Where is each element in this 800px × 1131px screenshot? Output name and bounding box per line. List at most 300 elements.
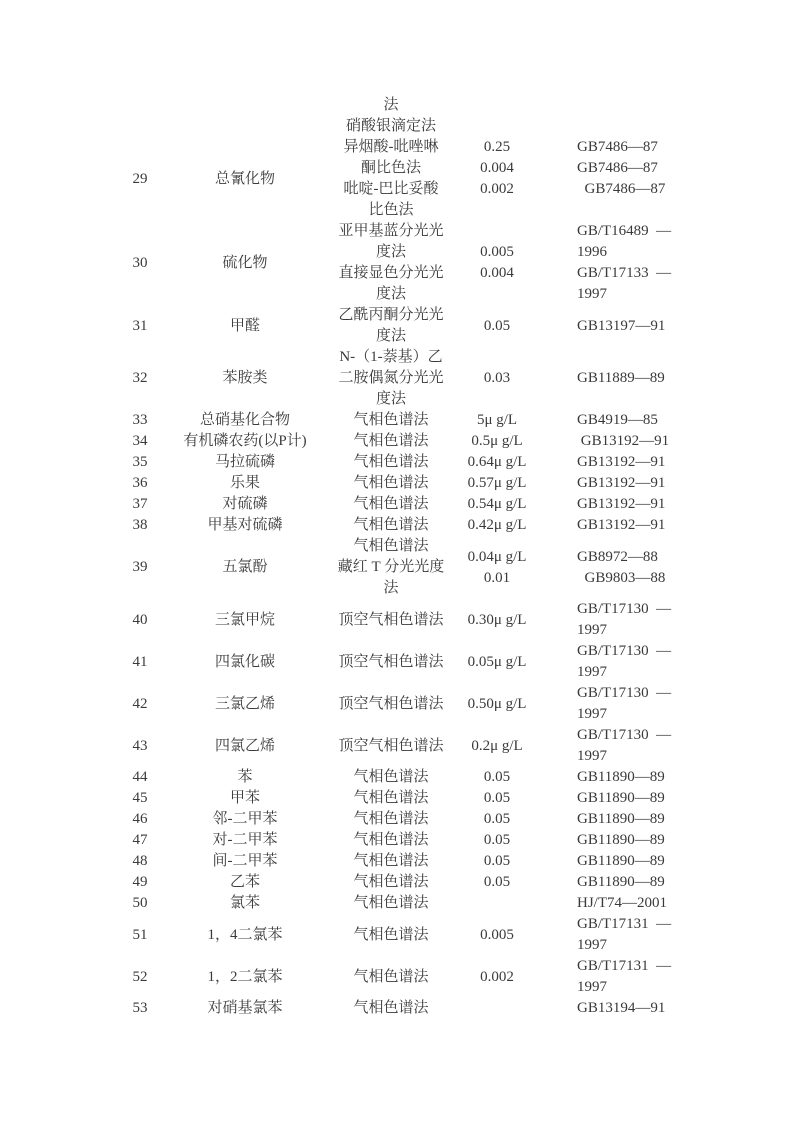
standard-source-cell <box>527 767 800 788</box>
detection-limit-cell-line: 0.57μ g/L <box>467 475 527 491</box>
table-row <box>0 410 800 431</box>
table-row <box>0 473 800 494</box>
table-row <box>0 494 800 515</box>
standard-source-cell <box>527 431 800 452</box>
detection-limit-cell-line: 0.05 <box>483 790 511 806</box>
standard-source-cell-line: GB4919—85 <box>577 412 658 428</box>
analysis-method-cell-line: 气相色谱法 <box>353 517 429 533</box>
detection-limit-cell <box>467 809 527 830</box>
analysis-method-cell-line: 气相色谱法 <box>353 895 429 911</box>
table-row <box>0 809 800 830</box>
standard-source-cell <box>527 809 800 830</box>
analysis-method-cell <box>315 767 467 788</box>
analysis-method-cell-line: 法 <box>383 97 399 113</box>
standard-source-cell-line: GB11890—89 <box>577 832 665 848</box>
detection-limit-cell <box>467 473 527 494</box>
row-number-cell-line: 34 <box>132 433 148 449</box>
analysis-method-cell <box>315 494 467 515</box>
analysis-method-cell <box>315 473 467 494</box>
table-row <box>0 767 800 788</box>
standard-source-cell-line: GB/T17131 — <box>577 958 672 974</box>
substance-name-cell <box>175 767 315 788</box>
standard-source-cell-line: GB/T17130 — <box>577 601 672 617</box>
detection-limit-cell <box>467 410 527 431</box>
detection-limit-cell-line <box>467 221 527 242</box>
substance-name-cell <box>175 473 315 494</box>
detection-limit-cell-line: 0.03 <box>483 370 511 386</box>
analysis-method-cell-line: 气相色谱法 <box>353 968 429 985</box>
row-number-cell <box>105 494 175 515</box>
standard-source-cell-line: GB/T17130 — <box>577 643 672 659</box>
standard-source-cell-line: GB13192—91 <box>577 517 666 533</box>
standard-source-cell-line: GB11890—89 <box>577 874 665 890</box>
detection-limit-cell-line: 0.05 <box>483 811 511 827</box>
row-number-cell-line <box>105 106 175 127</box>
analysis-method-cell-line: 气相色谱法 <box>353 454 429 470</box>
substance-name-cell <box>175 137 315 221</box>
detection-limit-cell <box>467 536 527 599</box>
substance-name-cell <box>175 305 315 347</box>
analysis-method-cell <box>315 221 467 305</box>
detection-limit-cell <box>467 137 527 221</box>
detection-limit-cell <box>467 599 527 641</box>
detection-limit-cell-line: 0.42μ g/L <box>467 517 527 533</box>
analysis-method-cell <box>315 788 467 809</box>
substance-name-cell-line: 甲基对硫磷 <box>207 517 283 533</box>
standard-source-cell-line: 1996 <box>577 244 607 260</box>
row-number-cell-line: 37 <box>132 496 148 512</box>
substance-name-cell <box>175 998 315 1019</box>
analysis-method-cell <box>315 410 467 431</box>
table-row <box>0 683 800 725</box>
analysis-method-cell-line: N-（1-萘基）乙 <box>339 349 443 365</box>
standard-source-cell <box>527 641 800 683</box>
substance-name-cell-line: 甲醛 <box>229 317 260 334</box>
standard-source-cell-line: GB11889—89 <box>577 370 665 386</box>
detection-limit-cell <box>467 914 527 956</box>
detection-limit-cell-line: 0.002 <box>480 968 514 985</box>
analysis-method-cell <box>315 998 467 1019</box>
row-number-cell <box>105 809 175 830</box>
row-number-cell <box>105 830 175 851</box>
detection-limit-cell-line: 0.004 <box>480 160 514 176</box>
analysis-method-cell <box>315 515 467 536</box>
substance-name-cell <box>175 683 315 725</box>
analysis-method-cell-line: 比色法 <box>368 202 414 218</box>
standard-source-cell-line: HJ/T74—2001 <box>577 895 667 911</box>
analysis-method-cell-line: 度法 <box>375 286 406 302</box>
analysis-method-cell <box>315 893 467 914</box>
detection-limit-cell <box>467 830 527 851</box>
standard-source-cell-line: 1997 <box>577 979 607 995</box>
standard-source-cell-line: GB11890—89 <box>577 811 665 827</box>
row-number-cell-line: 32 <box>132 370 148 386</box>
standard-source-cell-line: 1997 <box>577 286 607 302</box>
row-number-cell-line: 53 <box>132 1000 148 1016</box>
table-row <box>0 536 800 599</box>
standard-source-cell-line: GB11890—89 <box>577 853 665 869</box>
substance-name-cell-line: 苯胺类 <box>222 370 268 386</box>
standard-source-cell <box>527 494 800 515</box>
substance-name-cell <box>175 515 315 536</box>
table-row <box>0 830 800 851</box>
substance-name-cell <box>175 452 315 473</box>
row-number-cell-line: 30 <box>132 254 148 271</box>
standard-source-cell-line: GB/T17130 — <box>577 727 672 743</box>
substance-name-cell-line: 1，4二氯苯 <box>207 926 283 943</box>
analysis-method-cell-line: 气相色谱法 <box>353 926 429 943</box>
standard-source-cell-line: GB13192—91 <box>577 454 666 470</box>
detection-limit-cell <box>467 431 527 452</box>
standard-source-cell <box>527 725 800 767</box>
standard-source-cell-line: GB7486—87 <box>577 139 658 155</box>
standard-source-cell <box>527 914 800 956</box>
standard-source-cell-line <box>577 200 800 221</box>
analysis-method-cell-line: 酮比色法 <box>360 160 421 176</box>
table-row <box>0 956 800 998</box>
row-number-cell <box>105 788 175 809</box>
standard-source-cell <box>527 95 800 137</box>
substance-name-cell <box>175 872 315 893</box>
analysis-method-cell <box>315 725 467 767</box>
analysis-method-cell-line: 硝酸银滴定法 <box>345 118 436 134</box>
analysis-method-cell-line: 乙酰丙酮分光光 <box>338 307 444 323</box>
row-number-cell <box>105 305 175 347</box>
standard-source-cell-line: GB/T17131 — <box>577 916 672 932</box>
detection-limit-cell-line: 0.05 <box>483 832 511 848</box>
row-number-cell-line: 36 <box>132 475 148 491</box>
row-number-cell-line: 50 <box>132 895 148 911</box>
row-number-cell-line: 42 <box>132 695 148 712</box>
detection-limit-cell <box>467 494 527 515</box>
detection-limit-cell-line: 0.05μ g/L <box>467 653 527 670</box>
standard-source-cell <box>527 305 800 347</box>
row-number-cell-line: 39 <box>132 559 148 575</box>
substance-name-cell <box>175 431 315 452</box>
substance-name-cell-line: 对硫磷 <box>222 496 268 512</box>
analysis-method-cell-line: 气相色谱法 <box>353 475 429 491</box>
analysis-method-cell-line: 度法 <box>375 244 406 260</box>
analysis-method-cell <box>315 95 467 137</box>
detection-limit-cell-line: 0.005 <box>480 244 514 260</box>
detection-limit-cell-line: 0.2μ g/L <box>471 737 523 754</box>
standard-source-cell-line: 1997 <box>577 937 607 953</box>
standard-source-cell-line: GB13194—91 <box>577 1000 666 1016</box>
row-number-cell <box>105 473 175 494</box>
table-row <box>0 515 800 536</box>
substance-name-cell-line: 对硝基氯苯 <box>207 1000 283 1016</box>
standard-source-cell-line: 1997 <box>577 706 607 722</box>
row-number-cell-line: 29 <box>132 170 148 187</box>
row-number-cell <box>105 536 175 599</box>
analysis-method-cell <box>315 305 467 347</box>
detection-limit-cell <box>467 347 527 410</box>
standard-source-cell-line: 1997 <box>577 622 607 638</box>
standard-source-cell <box>527 851 800 872</box>
substance-name-cell-line: 总硝基化合物 <box>199 412 290 428</box>
detection-limit-cell <box>467 305 527 347</box>
standard-source-cell <box>527 536 800 599</box>
analysis-method-cell <box>315 851 467 872</box>
table-row <box>0 641 800 683</box>
analysis-method-cell-line: 法 <box>383 580 399 596</box>
standard-source-cell-line: GB13197—91 <box>577 317 666 334</box>
row-number-cell <box>105 221 175 305</box>
analysis-method-cell <box>315 683 467 725</box>
row-number-cell-line: 43 <box>132 737 148 754</box>
detection-limit-cell <box>467 788 527 809</box>
substance-name-cell <box>175 536 315 599</box>
substance-name-cell-line: 间-二甲苯 <box>212 853 278 869</box>
row-number-cell <box>105 725 175 767</box>
detection-limit-cell <box>467 851 527 872</box>
analysis-method-cell <box>315 599 467 641</box>
analysis-method-cell-line: 顶空气相色谱法 <box>338 653 444 670</box>
standard-source-cell <box>527 683 800 725</box>
substance-name-cell <box>175 641 315 683</box>
substance-name-cell <box>175 788 315 809</box>
detection-limit-cell <box>467 725 527 767</box>
table-row <box>0 431 800 452</box>
detection-limit-cell <box>467 872 527 893</box>
standard-source-cell <box>527 788 800 809</box>
analysis-method-cell-line: 气相色谱法 <box>353 496 429 512</box>
detection-limit-cell <box>467 452 527 473</box>
standard-source-cell <box>527 998 800 1019</box>
row-number-cell <box>105 347 175 410</box>
analysis-method-cell-line: 亚甲基蓝分光光 <box>338 223 444 239</box>
analysis-method-cell-line: 气相色谱法 <box>353 1000 429 1016</box>
row-number-cell-line: 31 <box>132 317 148 334</box>
analysis-method-cell <box>315 452 467 473</box>
substance-name-cell <box>175 830 315 851</box>
row-number-cell <box>105 914 175 956</box>
table-row <box>0 95 800 137</box>
row-number-cell-line: 49 <box>132 874 148 890</box>
substance-name-cell-line: 甲苯 <box>229 790 260 806</box>
analysis-method-cell-line: 藏红 T 分光光度 <box>337 559 445 575</box>
substance-name-cell-line: 氯苯 <box>229 895 260 911</box>
standard-source-cell-line: 1997 <box>577 748 607 764</box>
row-number-cell-line: 52 <box>132 968 148 985</box>
table-row <box>0 599 800 641</box>
row-number-cell <box>105 137 175 221</box>
table-row <box>0 452 800 473</box>
substance-name-cell-line: 总氰化物 <box>214 170 275 187</box>
row-number-cell-line: 51 <box>132 926 148 943</box>
analysis-method-cell-line: 异烟酸-吡唑啉 <box>343 139 439 155</box>
analysis-method-cell-line: 气相色谱法 <box>353 811 429 827</box>
substance-name-cell-line: 四氯化碳 <box>214 653 275 670</box>
analysis-methods-table <box>0 95 800 1019</box>
detection-limit-cell-line: 0.25 <box>483 139 511 155</box>
standard-source-cell-line: GB13192—91 <box>577 496 666 512</box>
table-row <box>0 851 800 872</box>
detection-limit-cell-line: 5μ g/L <box>476 412 518 428</box>
substance-name-cell <box>175 893 315 914</box>
standard-source-cell <box>527 893 800 914</box>
standard-source-cell-line: 1997 <box>577 664 607 680</box>
detection-limit-cell-line: 0.01 <box>483 569 511 586</box>
standard-source-cell <box>527 956 800 998</box>
analysis-method-cell-line: 气相色谱法 <box>353 433 429 449</box>
analysis-method-cell <box>315 641 467 683</box>
detection-limit-cell-line: 0.05 <box>483 853 511 869</box>
substance-name-cell-line: 五氯酚 <box>222 559 268 575</box>
detection-limit-cell-line: 0.5μ g/L <box>471 433 523 449</box>
substance-name-cell <box>175 599 315 641</box>
standard-source-cell-line: GB/T17130 — <box>577 685 672 701</box>
table-row <box>0 347 800 410</box>
analysis-method-cell-line: 气相色谱法 <box>353 874 429 890</box>
row-number-cell <box>105 515 175 536</box>
standard-source-cell <box>527 410 800 431</box>
standard-source-cell <box>527 347 800 410</box>
substance-name-cell <box>175 725 315 767</box>
row-number-cell-line: 46 <box>132 811 148 827</box>
standard-source-cell <box>527 137 800 221</box>
substance-name-cell-line <box>175 106 315 127</box>
analysis-method-cell <box>315 830 467 851</box>
standard-source-cell-line: GB7486—87 <box>577 181 666 197</box>
analysis-method-cell-line: 气相色谱法 <box>353 832 429 848</box>
detection-limit-cell-line: 0.30μ g/L <box>467 611 527 628</box>
row-number-cell <box>105 410 175 431</box>
detection-limit-cell-line: 0.05 <box>483 874 511 890</box>
substance-name-cell-line: 对-二甲苯 <box>212 832 278 848</box>
table-row <box>0 221 800 305</box>
detection-limit-cell <box>467 956 527 998</box>
row-number-cell <box>105 998 175 1019</box>
analysis-method-cell-line: 吡啶-巴比妥酸 <box>343 181 439 197</box>
analysis-method-cell <box>315 872 467 893</box>
detection-limit-cell <box>467 515 527 536</box>
substance-name-cell <box>175 494 315 515</box>
row-number-cell-line: 41 <box>132 653 148 670</box>
standard-source-cell <box>527 599 800 641</box>
standard-source-cell-line: GB8972—88 <box>577 548 658 565</box>
row-number-cell-line: 35 <box>132 454 148 470</box>
standard-source-cell-line: GB9803—88 <box>577 569 666 586</box>
row-number-cell <box>105 599 175 641</box>
detection-limit-cell <box>467 221 527 305</box>
standard-source-cell-line: GB/T17133 — <box>577 265 672 281</box>
detection-limit-cell <box>467 95 527 137</box>
table-row <box>0 872 800 893</box>
substance-name-cell <box>175 851 315 872</box>
detection-limit-cell-line: 0.05 <box>483 317 511 334</box>
standard-source-cell <box>527 452 800 473</box>
standard-source-cell-line: GB13192—91 <box>577 433 670 449</box>
substance-name-cell-line: 苯 <box>237 769 253 785</box>
row-number-cell <box>105 851 175 872</box>
analysis-method-cell <box>315 956 467 998</box>
analysis-method-cell <box>315 809 467 830</box>
analysis-method-cell <box>315 536 467 599</box>
row-number-cell <box>105 956 175 998</box>
analysis-method-cell-line: 直接显色分光光 <box>338 265 444 281</box>
row-number-cell <box>105 683 175 725</box>
table-row <box>0 788 800 809</box>
row-number-cell <box>105 767 175 788</box>
standard-source-cell-line: GB11890—89 <box>577 790 665 806</box>
row-number-cell-line: 47 <box>132 832 148 848</box>
row-number-cell-line: 45 <box>132 790 148 806</box>
analysis-method-cell <box>315 431 467 452</box>
detection-limit-cell-line <box>467 200 527 221</box>
detection-limit-cell <box>467 893 527 914</box>
standard-source-cell <box>527 473 800 494</box>
row-number-cell <box>105 893 175 914</box>
analysis-method-cell <box>315 914 467 956</box>
detection-limit-cell-line: 0.64μ g/L <box>467 454 527 470</box>
substance-name-cell <box>175 809 315 830</box>
standard-source-cell <box>527 221 800 305</box>
substance-name-cell-line: 三氯乙烯 <box>214 695 275 712</box>
row-number-cell-line: 48 <box>132 853 148 869</box>
substance-name-cell-line: 硫化物 <box>222 254 268 271</box>
detection-limit-cell-line <box>467 284 527 305</box>
analysis-method-cell-line: 度法 <box>375 328 406 344</box>
substance-name-cell-line: 马拉硫磷 <box>214 454 275 470</box>
analysis-method-cell-line: 度法 <box>375 391 406 407</box>
standard-source-cell <box>527 830 800 851</box>
detection-limit-cell-line: 0.04μ g/L <box>467 548 527 565</box>
analysis-method-cell-line: 顶空气相色谱法 <box>338 695 444 712</box>
detection-limit-cell-line: 0.54μ g/L <box>467 496 527 512</box>
substance-name-cell-line: 邻-二甲苯 <box>212 811 278 827</box>
analysis-method-cell-line: 顶空气相色谱法 <box>338 611 444 628</box>
substance-name-cell <box>175 410 315 431</box>
analysis-method-cell-line: 气相色谱法 <box>353 769 429 785</box>
standard-source-cell-line: GB11890—89 <box>577 769 665 785</box>
detection-limit-cell <box>467 641 527 683</box>
standard-source-cell <box>527 515 800 536</box>
analysis-method-cell <box>315 347 467 410</box>
row-number-cell <box>105 431 175 452</box>
substance-name-cell <box>175 956 315 998</box>
row-number-cell <box>105 95 175 137</box>
substance-name-cell-line: 三氯甲烷 <box>214 611 275 628</box>
row-number-cell-line: 38 <box>132 517 148 533</box>
standard-source-cell <box>527 872 800 893</box>
detection-limit-cell-line: 0.002 <box>480 181 514 197</box>
table-row <box>0 725 800 767</box>
row-number-cell-line: 40 <box>132 611 148 628</box>
row-number-cell <box>105 641 175 683</box>
substance-name-cell-line: 有机磷农药(以P计) <box>183 433 307 449</box>
detection-limit-cell <box>467 683 527 725</box>
substance-name-cell <box>175 221 315 305</box>
row-number-cell-line: 44 <box>132 769 148 785</box>
table-row <box>0 305 800 347</box>
detection-limit-cell-line: 0.005 <box>480 926 514 943</box>
substance-name-cell-line: 乙苯 <box>229 874 260 890</box>
table-row <box>0 998 800 1019</box>
detection-limit-cell <box>467 998 527 1019</box>
analysis-method-cell-line: 顶空气相色谱法 <box>338 737 444 754</box>
detection-limit-cell-line: 0.50μ g/L <box>467 695 527 712</box>
analysis-method-cell-line: 气相色谱法 <box>353 790 429 806</box>
table-row <box>0 914 800 956</box>
standard-source-cell-line: GB13192—91 <box>577 475 666 491</box>
table-row <box>0 893 800 914</box>
substance-name-cell <box>175 347 315 410</box>
standard-source-cell-line: GB7486—87 <box>577 160 658 176</box>
detection-limit-cell <box>467 767 527 788</box>
row-number-cell <box>105 872 175 893</box>
substance-name-cell-line: 乐果 <box>229 475 260 491</box>
